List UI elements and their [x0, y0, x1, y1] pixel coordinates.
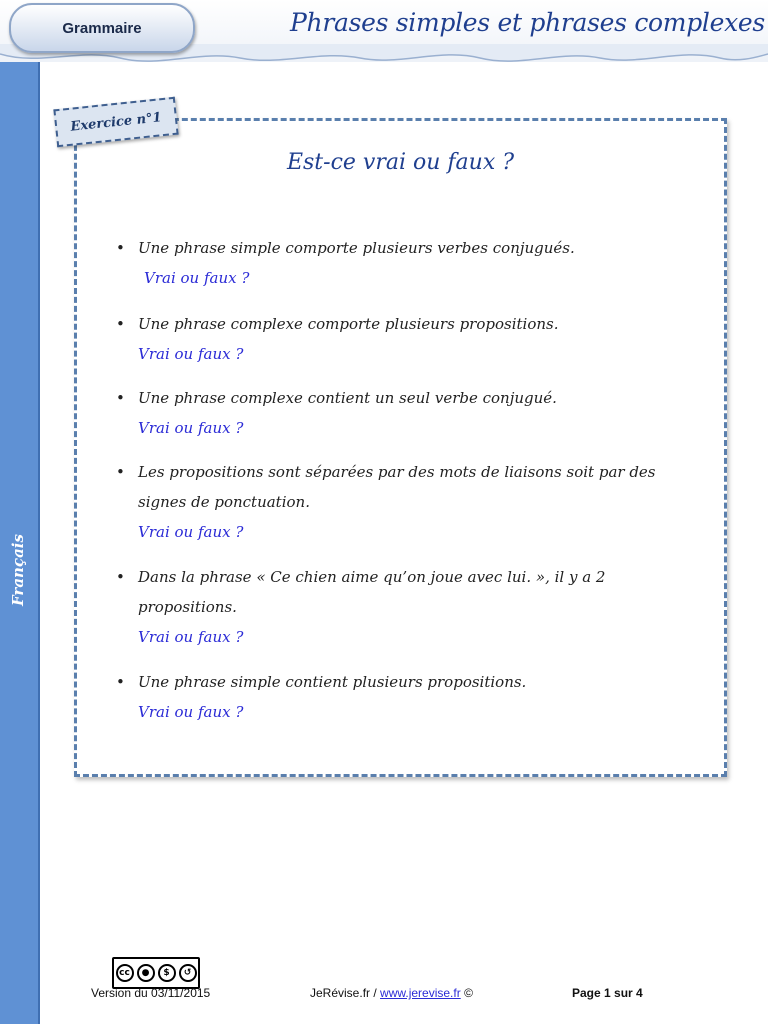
- side-band: [0, 62, 40, 1024]
- footer-page-number: Page 1 sur 4: [572, 986, 643, 1000]
- side-band-label: Français: [9, 534, 27, 606]
- question-item: [116, 383, 696, 443]
- exercise-tag: Exercice n°1: [53, 97, 178, 148]
- by-icon: ●: [137, 964, 155, 982]
- question-text: Une phrase simple comporte plusieurs verbes conjugués.: [138, 239, 575, 257]
- answer-prompt: Vrai ou faux ?: [138, 419, 244, 437]
- answer-prompt: Vrai ou faux ?: [138, 628, 244, 646]
- bullet-icon: •: [116, 673, 125, 691]
- bullet-icon: •: [116, 568, 125, 586]
- answer-prompt: Vrai ou faux ?: [138, 523, 244, 541]
- creative-commons-license-icon: [112, 957, 200, 989]
- nc-icon: $: [158, 964, 176, 982]
- bullet-icon: •: [116, 315, 125, 333]
- question-text: Dans la phrase « Ce chien aime qu’on joue avec lui. », il y a 2 propositions.: [138, 568, 606, 616]
- question-item: [116, 309, 696, 369]
- question-text: Une phrase complexe comporte plusieurs propositions.: [138, 315, 559, 333]
- answer-prompt: Vrai ou faux ?: [144, 269, 250, 287]
- question-item: [116, 457, 696, 547]
- footer-copyright: ©: [464, 986, 473, 1000]
- footer-version: Version du 03/11/2015: [91, 986, 211, 1000]
- footer-site-name: JeRévise.fr /: [310, 986, 377, 1000]
- subject-badge: Grammaire: [9, 3, 195, 53]
- page-title: Phrases simples et phrases complexes: [290, 8, 765, 37]
- cc-icon: cc: [116, 964, 134, 982]
- question-item: [116, 562, 696, 652]
- bullet-icon: •: [116, 389, 125, 407]
- footer-site: [310, 986, 473, 1000]
- question-text: Une phrase complexe contient un seul verbe conjugué.: [138, 389, 557, 407]
- question-text: Une phrase simple contient plusieurs propositions.: [138, 673, 527, 691]
- sa-icon: ↺: [179, 964, 197, 982]
- bullet-icon: •: [116, 239, 125, 257]
- footer-site-link[interactable]: www.jerevise.fr: [380, 986, 461, 1000]
- answer-prompt: Vrai ou faux ?: [138, 345, 244, 363]
- exercise-heading: Est-ce vrai ou faux ?: [286, 150, 515, 175]
- question-item: [116, 233, 696, 293]
- answer-prompt: Vrai ou faux ?: [138, 703, 244, 721]
- question-text: Les propositions sont séparées par des mots de liaisons soit par des signes de ponctuation.: [138, 463, 656, 511]
- bullet-icon: •: [116, 463, 125, 481]
- question-item: [116, 667, 696, 727]
